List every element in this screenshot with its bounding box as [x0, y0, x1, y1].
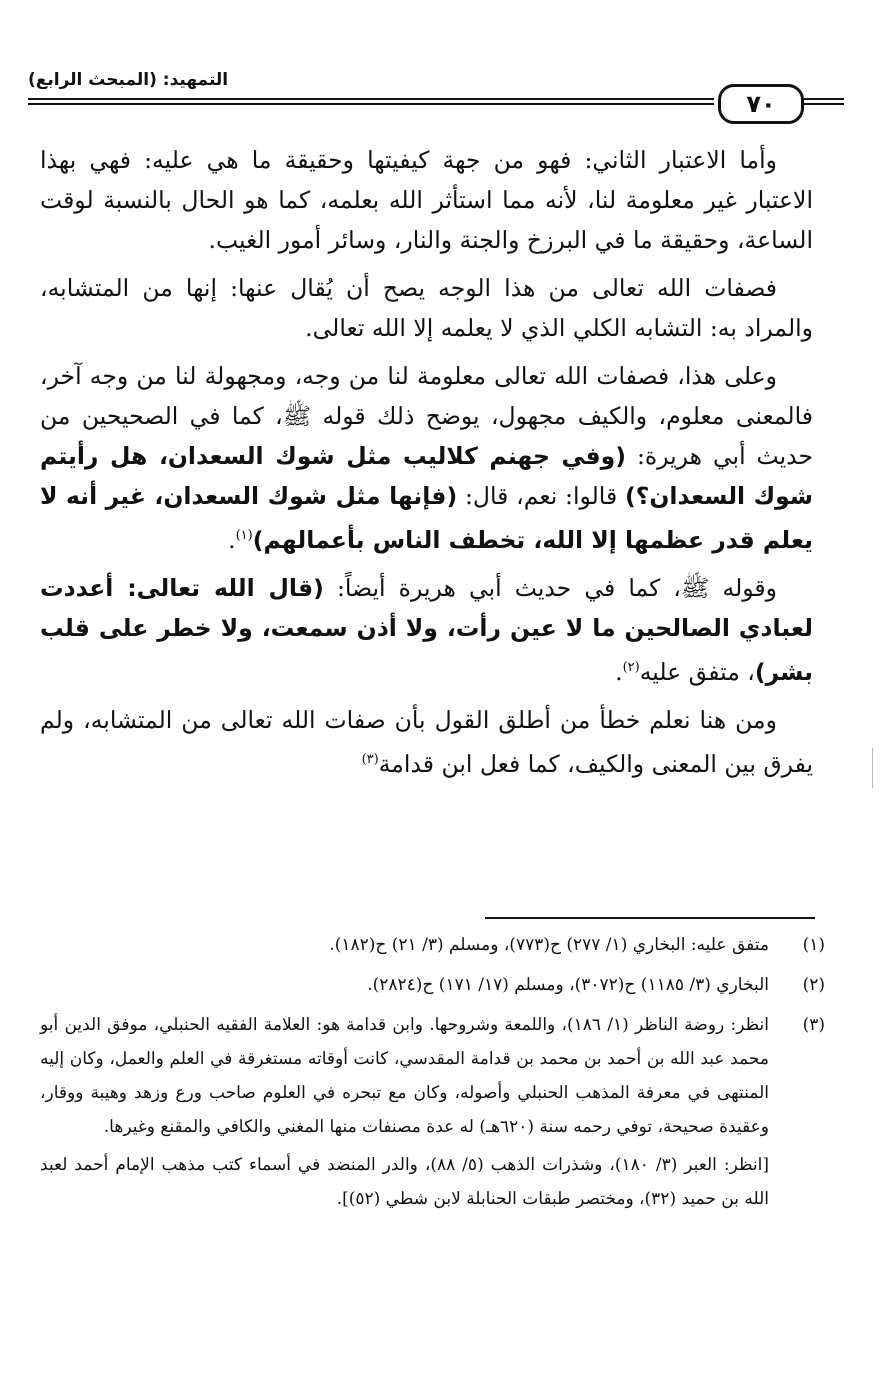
footnote-number: (٢)	[802, 975, 825, 995]
footnote-number: (١)	[802, 935, 825, 955]
header-rule	[28, 98, 714, 105]
footnote-text: انظر: روضة الناظر (١/ ١٨٦)، واللمعة وشروحها. وابن قدامة هو: العلامة الفقيه الحنبلي، موفق الدين أبو محمد عبد الله بن أحمد بن محمد بن قدامة المقدسي، كانت أوقاته مستغرقة في العلم والعمل، وكان إليه المنتهى في معرفة المذهب الحنبلي وأصوله، وكان مع تبحره في العلوم صاحب ورع وزهد وهيبة ووقار، وعقيدة صحيحة، توفي رحمه سنة (٦٢٠هـ) له عدة مصنفات منها المغني والكافي والمقنع وغيرها.	[40, 1015, 769, 1137]
page-header	[28, 62, 845, 122]
running-title: التمهيد: (المبحث الرابع)	[28, 70, 229, 90]
header-rule-short	[804, 98, 844, 105]
footnote-text: متفق عليه: البخاري (١/ ٢٧٧) ح(٧٧٣)، ومسلم (٣/ ٢١) ح(١٨٢).	[329, 935, 769, 955]
footnotes	[40, 928, 825, 1222]
footnote-number: (٣)	[802, 1015, 825, 1035]
paragraph: وأما الاعتبار الثاني: فهو من جهة كيفيتها وحقيقة ما هي عليه: فهي بهذا الاعتبار غير معلومة لنا، لأنه مما استأثر الله بعلمه، كما هو الحال بالنسبة لوقت الساعة، وحقيقة ما في البرزخ والجنة والنار، وسائر أمور الغيب.	[40, 146, 813, 254]
footnote-ref: (٣)	[361, 751, 379, 767]
paragraph	[40, 356, 813, 560]
paragraph-text: وعلى هذا، فصفات الله تعالى معلومة لنا من وجه، ومجهولة لنا من وجه آخر، فالمعنى معلوم، والكيف مجهول، يوضح ذلك قوله ﷺ، كما في الصحيحين من حديث أبي هريرة:	[40, 362, 813, 470]
footnote-text: البخاري (٣/ ١١٨٥) ح(٣٠٧٢)، ومسلم (١٧/ ١٧١) ح(٢٨٢٤).	[367, 975, 769, 995]
paragraph-text: قالوا: نعم، قال:	[457, 482, 625, 510]
paragraph-text: ومن هنا نعلم خطأ من أطلق القول بأن صفات الله تعالى من المتشابه، ولم يفرق بين المعنى والكيف، كما فعل ابن قدامة	[40, 705, 813, 778]
margin-mark	[858, 748, 873, 788]
hadith-quote: (وفي جهنم كلاليب مثل شوك السعدان، هل رأيتم شوك السعدان؟)	[40, 442, 813, 510]
footnote-ref: (٢)	[622, 659, 640, 675]
paragraph-text: وقوله ﷺ، كما في حديث أبي هريرة أيضاً:	[323, 573, 777, 602]
footnote-separator	[485, 917, 815, 919]
paragraph	[40, 700, 813, 784]
paragraph	[40, 568, 813, 692]
main-text	[40, 140, 813, 791]
page-number: ٧٠	[718, 84, 804, 124]
footnote	[40, 968, 825, 1002]
footnote-text: [انظر: العبر (٣/ ١٨٠)، وشذرات الذهب (٥/ ٨٨)، والدر المنضد في أسماء كتب مذهب الإمام أحمد لعبد الله بن حميد (٣٢)، ومختصر طبقات الحنابلة لابن شطي (٥٢)].	[40, 1155, 769, 1209]
paragraph: فصفات الله تعالى من هذا الوجه يصح أن يُقال عنها: إنها من المتشابه، والمراد به: التشابه الكلي الذي لا يعلمه إلا الله تعالى.	[40, 274, 813, 342]
footnote	[40, 1008, 825, 1216]
footnote	[40, 928, 825, 962]
paragraph-text: .	[615, 657, 623, 686]
hadith-quote: (فإنها مثل شوك السعدان، غير أنه لا يعلم قدر عظمها إلا الله، تخطف الناس بأعمالهم)	[40, 482, 813, 554]
paragraph-text: .	[228, 525, 236, 554]
paragraph-text: ، متفق عليه	[639, 657, 755, 686]
footnote-ref: (١)	[235, 528, 253, 543]
hadith-quote: (قال الله تعالى: أعددت لعبادي الصالحين ما لا عين رأت، ولا أذن سمعت، ولا خطر على قلب بشر)	[40, 573, 813, 686]
